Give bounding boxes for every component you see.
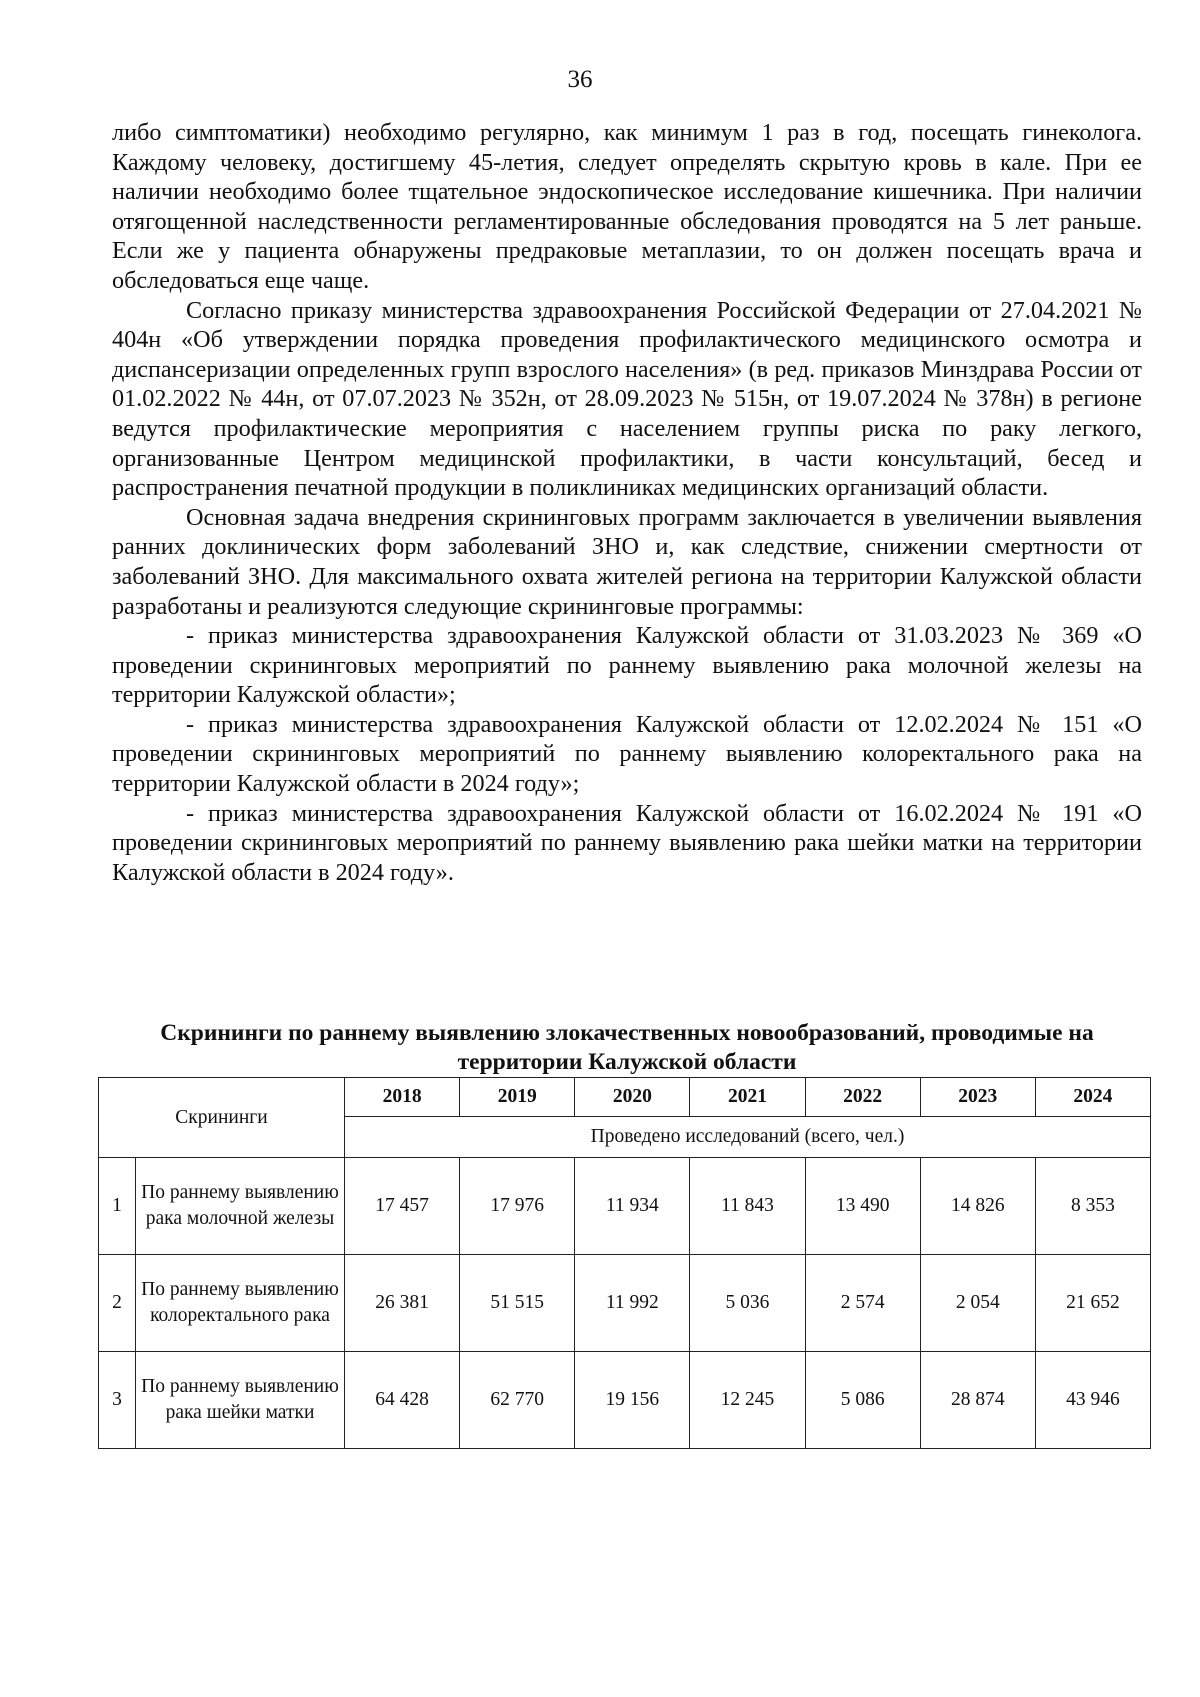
table-cell: 11 992 [575,1255,690,1352]
table-cell: 12 245 [690,1352,805,1449]
subheader: Проведено исследований (всего, чел.) [345,1117,1151,1158]
table-cell: 28 874 [920,1352,1035,1449]
table-cell: 5 036 [690,1255,805,1352]
table-cell: 64 428 [345,1352,460,1449]
paragraph: Основная задача внедрения скрининговых программ заключается в увеличении выявления ранних доклинических форм заболеваний ЗНО и, как следствие, снижении смертности от заболеваний ЗНО. Для максимального охвата жителей региона на территории Калужской области разработаны и реализуются следующие скрининговые программы: [112,503,1142,620]
page-number: 36 [567,66,593,93]
row-number: 3 [99,1352,136,1449]
row-name: По раннему выявлению колоректального рака [136,1255,345,1352]
row-name: По раннему выявлению рака молочной железы [136,1158,345,1255]
body-text [112,118,1142,887]
table-cell: 2 574 [805,1255,920,1352]
table-cell: 2 054 [920,1255,1035,1352]
table-cell: 13 490 [805,1158,920,1255]
table-row [99,1255,1151,1352]
list-item: - приказ министерства здравоохранения Калужской области от 31.03.2023 № 369 «О проведении скрининговых мероприятий по раннему выявлению рака молочной железы на территории Калужской области»; [112,622,1142,709]
year-header: 2019 [460,1078,575,1117]
year-header: 2018 [345,1078,460,1117]
table-cell: 43 946 [1035,1352,1150,1449]
table-cell: 51 515 [460,1255,575,1352]
table-cell: 21 652 [1035,1255,1150,1352]
table-cell: 17 976 [460,1158,575,1255]
year-header: 2023 [920,1078,1035,1117]
list-item: - приказ министерства здравоохранения Калужской области от 16.02.2024 № 191 «О проведении скрининговых мероприятий по раннему выявлению рака шейки матки на территории Калужской области в 2024 году». [112,799,1142,886]
row-name: По раннему выявлению рака шейки матки [136,1352,345,1449]
header-label: Скрининги [99,1078,345,1158]
paragraph: либо симптоматики) необходимо регулярно, как минимум 1 раз в год, посещать гинеколога. Каждому человеку, достигшему 45-летия, следует определять скрытую кровь в кале. При ее наличии необходимо более тщательное эндоскопическое исследование кишечника. При наличии отягощенной наследственности регламентированные обследования проводятся на 5 лет раньше. Если же у пациента обнаружены предраковые метаплазии, то он должен посещать врача и обследоваться еще чаще. [112,119,1142,294]
table-cell: 11 934 [575,1158,690,1255]
table-header-row [99,1078,1151,1117]
row-number: 1 [99,1158,136,1255]
year-header: 2021 [690,1078,805,1117]
year-header: 2020 [575,1078,690,1117]
paragraph: Согласно приказу министерства здравоохранения Российской Федерации от 27.04.2021 № 404н «Об утверждении порядка проведения профилактического медицинского осмотра и диспансеризации определенных групп взрослого населения» (в ред. приказов Минздрава России от 01.02.2022 № 44н, от 07.07.2023 № 352н, от 28.09.2023 № 515н, от 19.07.2024 № 378н) в регионе ведутся профилактические мероприятия с населением группы риска по раку легкого, организованные Центром медицинской профилактики, в части консультаций, бесед и распространения печатной продукции в поликлиниках медицинских организаций области. [112,296,1142,502]
table-cell: 26 381 [345,1255,460,1352]
year-header: 2022 [805,1078,920,1117]
list-item: - приказ министерства здравоохранения Калужской области от 12.02.2024 № 151 «О проведении скрининговых мероприятий по раннему выявлению колоректального рака на территории Калужской области в 2024 году»; [112,710,1142,798]
table-cell: 19 156 [575,1352,690,1449]
row-number: 2 [99,1255,136,1352]
table-cell: 11 843 [690,1158,805,1255]
table-row [99,1352,1151,1449]
table-row [99,1158,1151,1255]
table-title: Скрининги по раннему выявлению злокачественных новообразований, проводимые на территории Калужской области [160,1020,1094,1075]
table-cell: 5 086 [805,1352,920,1449]
screening-table [98,1077,1151,1449]
year-header: 2024 [1035,1078,1150,1117]
table-cell: 8 353 [1035,1158,1150,1255]
table-cell: 62 770 [460,1352,575,1449]
table-cell: 14 826 [920,1158,1035,1255]
table-cell: 17 457 [345,1158,460,1255]
